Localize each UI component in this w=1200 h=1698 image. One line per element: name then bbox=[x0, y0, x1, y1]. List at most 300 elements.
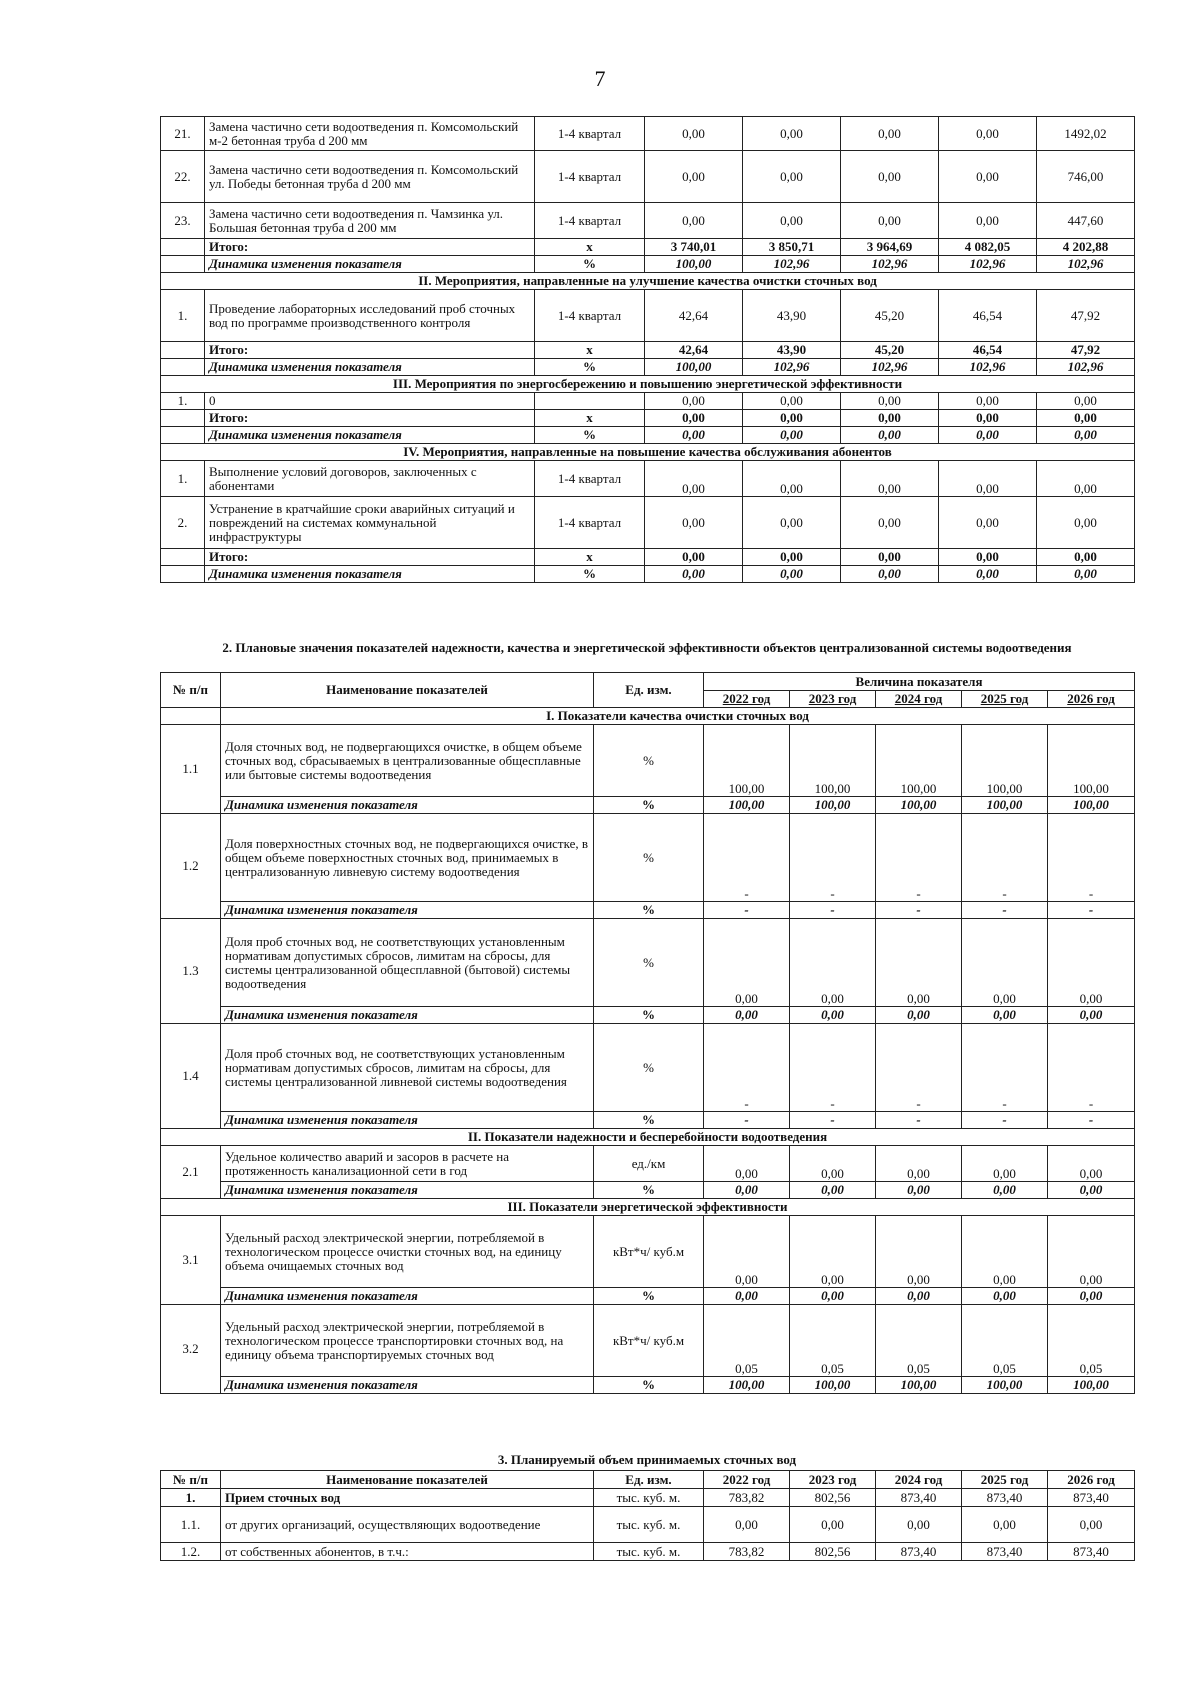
header-name: Наименование показателей bbox=[221, 673, 594, 708]
value-cell: - bbox=[790, 814, 876, 902]
value-cell: 0,00 bbox=[1048, 1146, 1135, 1182]
value-cell: 0,00 bbox=[962, 1146, 1048, 1182]
value-cell: - bbox=[704, 1024, 790, 1112]
dynamics-label: Динамика изменения показателя bbox=[221, 1288, 594, 1305]
row-name: Замена частично сети водоотведения п. Комсомольский м-2 бетонная труба d 200 мм bbox=[205, 117, 535, 151]
total-label: Итого: bbox=[205, 549, 535, 566]
value-cell: 0,00 bbox=[962, 1507, 1048, 1543]
total-unit: х bbox=[535, 549, 645, 566]
row-name: Прием сточных вод bbox=[221, 1489, 594, 1507]
value-cell: 0,00 bbox=[841, 461, 939, 497]
value-cell: 0,00 bbox=[704, 1507, 790, 1543]
header-name: Наименование показателей bbox=[221, 1471, 594, 1489]
dynamics-row bbox=[161, 1377, 1135, 1394]
row-unit: % bbox=[594, 919, 704, 1007]
value-cell: 0,05 bbox=[790, 1305, 876, 1377]
table-row bbox=[161, 725, 1135, 797]
value-cell: 3 964,69 bbox=[841, 239, 939, 256]
row-unit: тыс. куб. м. bbox=[594, 1507, 704, 1543]
row-number: 3.2 bbox=[161, 1305, 221, 1394]
value-cell: 0,00 bbox=[790, 1182, 876, 1199]
value-cell: 0,00 bbox=[1037, 427, 1135, 444]
value-cell: 802,56 bbox=[790, 1489, 876, 1507]
dynamics-unit: % bbox=[594, 797, 704, 814]
value-cell: 0,00 bbox=[939, 497, 1037, 549]
table-row bbox=[161, 1216, 1135, 1288]
dynamics-unit: % bbox=[535, 359, 645, 376]
value-cell: 0,00 bbox=[841, 497, 939, 549]
dynamics-unit: % bbox=[535, 566, 645, 583]
row-name: Доля сточных вод, не подвергающихся очистке, в общем объеме сточных вод, сбрасываемых в централизованные общесплавные или бытовые системы водоотведения bbox=[221, 725, 594, 797]
value-cell: - bbox=[876, 1112, 962, 1129]
section-title: I. Показатели качества очистки сточных вод bbox=[221, 708, 1135, 725]
table-row bbox=[161, 1489, 1135, 1507]
value-cell: 100,00 bbox=[962, 1377, 1048, 1394]
value-cell: 102,96 bbox=[939, 359, 1037, 376]
table-row bbox=[161, 203, 1135, 239]
value-cell: - bbox=[790, 1024, 876, 1112]
value-cell: 0,00 bbox=[841, 427, 939, 444]
value-cell: 0,00 bbox=[1037, 461, 1135, 497]
row-unit: кВт*ч/ куб.м bbox=[594, 1216, 704, 1288]
row-name: Удельный расход электрической энергии, потребляемой в технологическом процессе очистки сточных вод, на единицу объема очищаемых сточных вод bbox=[221, 1216, 594, 1288]
dynamics-row bbox=[161, 1182, 1135, 1199]
value-cell: 45,20 bbox=[841, 290, 939, 342]
value-cell: 0,00 bbox=[645, 461, 743, 497]
value-cell: 0,00 bbox=[790, 1288, 876, 1305]
value-cell: 0,00 bbox=[704, 1288, 790, 1305]
value-cell: 783,82 bbox=[704, 1489, 790, 1507]
value-cell: 0,00 bbox=[790, 1146, 876, 1182]
row-number: 1.3 bbox=[161, 919, 221, 1024]
dynamics-unit: % bbox=[594, 1112, 704, 1129]
header-value: Величина показателя bbox=[704, 673, 1135, 691]
row-number: 1.4 bbox=[161, 1024, 221, 1129]
value-cell: 46,54 bbox=[939, 290, 1037, 342]
value-cell: 102,96 bbox=[939, 256, 1037, 273]
value-cell: 1492,02 bbox=[1037, 117, 1135, 151]
dynamics-label: Динамика изменения показателя bbox=[221, 902, 594, 919]
total-unit: х bbox=[535, 239, 645, 256]
value-cell: 46,54 bbox=[939, 342, 1037, 359]
year-header: 2022 год bbox=[704, 691, 790, 708]
value-cell: 100,00 bbox=[1048, 1377, 1135, 1394]
value-cell: 4 202,88 bbox=[1037, 239, 1135, 256]
total-unit: х bbox=[535, 342, 645, 359]
year-header: 2024 год bbox=[876, 1471, 962, 1489]
value-cell: 100,00 bbox=[876, 1377, 962, 1394]
value-cell: 0,00 bbox=[841, 549, 939, 566]
value-cell: 0,00 bbox=[645, 151, 743, 203]
value-cell: 0,00 bbox=[876, 1007, 962, 1024]
value-cell: 0,00 bbox=[841, 393, 939, 410]
row-number: 23. bbox=[161, 203, 205, 239]
row-number: 1. bbox=[161, 393, 205, 410]
year-header: 2025 год bbox=[962, 691, 1048, 708]
value-cell: 0,00 bbox=[939, 566, 1037, 583]
section-title: IV. Мероприятия, направленные на повышение качества обслуживания абонентов bbox=[161, 444, 1135, 461]
dynamics-unit: % bbox=[594, 1377, 704, 1394]
table-row bbox=[161, 461, 1135, 497]
value-cell: 100,00 bbox=[704, 797, 790, 814]
value-cell: 4 082,05 bbox=[939, 239, 1037, 256]
row-period: 1-4 квартал bbox=[535, 151, 645, 203]
dynamics-row bbox=[161, 566, 1135, 583]
value-cell: 0,00 bbox=[704, 1182, 790, 1199]
row-number: 1. bbox=[161, 290, 205, 342]
header-num: № п/п bbox=[161, 1471, 221, 1489]
section-title: II. Мероприятия, направленные на улучшение качества очистки сточных вод bbox=[161, 273, 1135, 290]
dynamics-unit: % bbox=[594, 1007, 704, 1024]
dynamics-row bbox=[161, 427, 1135, 444]
row-number: 2.1 bbox=[161, 1146, 221, 1199]
value-cell: - bbox=[790, 902, 876, 919]
row-name: от других организаций, осуществляющих водоотведение bbox=[221, 1507, 594, 1543]
row-unit: тыс. куб. м. bbox=[594, 1543, 704, 1561]
value-cell: 0,00 bbox=[1037, 393, 1135, 410]
row-number: 1.1. bbox=[161, 1507, 221, 1543]
table-row bbox=[161, 814, 1135, 902]
section-row bbox=[161, 376, 1135, 393]
row-name: Доля проб сточных вод, не соответствующих установленным нормативам допустимых сбросов, лимитам на сбросы, для системы централизованной общесплавной (бытовой) системы водоотведения bbox=[221, 919, 594, 1007]
value-cell: 0,00 bbox=[645, 410, 743, 427]
section-row bbox=[161, 273, 1135, 290]
section-caption: 3. Планируемый объем принимаемых сточных вод bbox=[497, 1452, 797, 1467]
table-row bbox=[161, 117, 1135, 151]
row-name: 0 bbox=[205, 393, 535, 410]
value-cell: 0,00 bbox=[743, 461, 841, 497]
value-cell: 0,00 bbox=[962, 1182, 1048, 1199]
value-cell: 0,00 bbox=[743, 427, 841, 444]
section-row bbox=[161, 1199, 1135, 1216]
value-cell: - bbox=[876, 814, 962, 902]
value-cell: 0,00 bbox=[876, 1507, 962, 1543]
value-cell: 0,00 bbox=[962, 1288, 1048, 1305]
year-header: 2026 год bbox=[1048, 1471, 1135, 1489]
value-cell: 102,96 bbox=[841, 359, 939, 376]
value-cell: 0,00 bbox=[876, 1182, 962, 1199]
value-cell: 0,00 bbox=[645, 497, 743, 549]
row-name: Выполнение условий договоров, заключенных с абонентами bbox=[205, 461, 535, 497]
total-row bbox=[161, 549, 1135, 566]
dynamics-label: Динамика изменения показателя bbox=[221, 797, 594, 814]
dynamics-row bbox=[161, 902, 1135, 919]
value-cell: 0,00 bbox=[1048, 1507, 1135, 1543]
dynamics-unit: % bbox=[535, 256, 645, 273]
value-cell: 0,00 bbox=[645, 117, 743, 151]
value-cell: 0,00 bbox=[743, 566, 841, 583]
value-cell: 0,00 bbox=[962, 1216, 1048, 1288]
row-number: 22. bbox=[161, 151, 205, 203]
row-name: Замена частично сети водоотведения п. Комсомольский ул. Победы бетонная труба d 200 мм bbox=[205, 151, 535, 203]
value-cell: 0,00 bbox=[790, 1216, 876, 1288]
row-name: Удельное количество аварий и засоров в расчете на протяженность канализационной сети в год bbox=[221, 1146, 594, 1182]
section-title: III. Показатели энергетической эффективности bbox=[161, 1199, 1135, 1216]
row-name: Доля проб сточных вод, не соответствующих установленным нормативам допустимых сбросов, лимитам на сбросы, для системы централизованной ливневой системы водоотведения bbox=[221, 1024, 594, 1112]
year-header: 2023 год bbox=[790, 1471, 876, 1489]
row-number: 1.2 bbox=[161, 814, 221, 919]
value-cell: 0,00 bbox=[645, 393, 743, 410]
value-cell: 0,00 bbox=[939, 410, 1037, 427]
value-cell: 0,00 bbox=[939, 549, 1037, 566]
value-cell: 102,96 bbox=[1037, 256, 1135, 273]
year-header: 2023 год bbox=[790, 691, 876, 708]
value-cell: 873,40 bbox=[962, 1489, 1048, 1507]
dynamics-row bbox=[161, 256, 1135, 273]
value-cell: 47,92 bbox=[1037, 290, 1135, 342]
value-cell: 0,00 bbox=[939, 117, 1037, 151]
row-unit: % bbox=[594, 725, 704, 797]
dynamics-label: Динамика изменения показателя bbox=[205, 359, 535, 376]
table-row bbox=[161, 1305, 1135, 1377]
value-cell: 0,05 bbox=[962, 1305, 1048, 1377]
dynamics-unit: % bbox=[594, 1182, 704, 1199]
dynamics-row bbox=[161, 359, 1135, 376]
dynamics-unit: % bbox=[594, 1288, 704, 1305]
dynamics-row bbox=[161, 1007, 1135, 1024]
value-cell: 873,40 bbox=[876, 1489, 962, 1507]
value-cell: 0,00 bbox=[841, 203, 939, 239]
value-cell: 0,00 bbox=[645, 566, 743, 583]
value-cell: 783,82 bbox=[704, 1543, 790, 1561]
dynamics-row bbox=[161, 797, 1135, 814]
value-cell: 102,96 bbox=[1037, 359, 1135, 376]
value-cell: 447,60 bbox=[1037, 203, 1135, 239]
value-cell: 0,00 bbox=[876, 1288, 962, 1305]
value-cell: 3 740,01 bbox=[645, 239, 743, 256]
value-cell: - bbox=[1048, 814, 1135, 902]
value-cell: 0,00 bbox=[841, 117, 939, 151]
value-cell: - bbox=[1048, 1024, 1135, 1112]
volume-table bbox=[160, 1470, 1135, 1561]
row-name: Удельный расход электрической энергии, потребляемой в технологическом процессе транспортировки сточных вод, на единицу объема транспортируемых сточных вод bbox=[221, 1305, 594, 1377]
value-cell: 100,00 bbox=[1048, 797, 1135, 814]
year-header: 2025 год bbox=[962, 1471, 1048, 1489]
value-cell: 0,00 bbox=[1048, 1007, 1135, 1024]
table-row bbox=[161, 497, 1135, 549]
value-cell: 0,00 bbox=[790, 919, 876, 1007]
value-cell: 102,96 bbox=[841, 256, 939, 273]
value-cell: 0,00 bbox=[790, 1507, 876, 1543]
value-cell: 0,00 bbox=[939, 151, 1037, 203]
row-unit: кВт*ч/ куб.м bbox=[594, 1305, 704, 1377]
value-cell: 100,00 bbox=[704, 725, 790, 797]
value-cell: 873,40 bbox=[876, 1543, 962, 1561]
row-name: Доля поверхностных сточных вод, не подвергающихся очистке, в общем объеме поверхностных сточных вод, принимаемых в централизованную ливневую систему водоотведения bbox=[221, 814, 594, 902]
table-row bbox=[161, 1146, 1135, 1182]
row-number: 2. bbox=[161, 497, 205, 549]
section-row bbox=[161, 444, 1135, 461]
value-cell: 0,00 bbox=[743, 151, 841, 203]
value-cell: 100,00 bbox=[704, 1377, 790, 1394]
measures-table bbox=[160, 116, 1135, 583]
value-cell: 100,00 bbox=[790, 725, 876, 797]
value-cell: 0,00 bbox=[939, 203, 1037, 239]
dynamics-label: Динамика изменения показателя bbox=[221, 1112, 594, 1129]
table-row bbox=[161, 1543, 1135, 1561]
value-cell: 873,40 bbox=[1048, 1543, 1135, 1561]
value-cell: 0,00 bbox=[743, 117, 841, 151]
value-cell: 0,00 bbox=[645, 203, 743, 239]
row-number: 3.1 bbox=[161, 1216, 221, 1305]
value-cell: - bbox=[962, 902, 1048, 919]
dynamics-unit: % bbox=[594, 902, 704, 919]
row-number: 1. bbox=[161, 461, 205, 497]
value-cell: - bbox=[962, 1024, 1048, 1112]
row-number: 1.1 bbox=[161, 725, 221, 814]
table-row bbox=[161, 1507, 1135, 1543]
section-title: III. Мероприятия по энергосбережению и повышению энергетической эффективности bbox=[161, 376, 1135, 393]
value-cell: 43,90 bbox=[743, 290, 841, 342]
row-unit: ед./км bbox=[594, 1146, 704, 1182]
header-row bbox=[161, 1471, 1135, 1489]
dynamics-row bbox=[161, 1112, 1135, 1129]
value-cell: 802,56 bbox=[790, 1543, 876, 1561]
header-row bbox=[161, 673, 1135, 691]
row-number: 1.2. bbox=[161, 1543, 221, 1561]
value-cell: 0,05 bbox=[876, 1305, 962, 1377]
row-period: 1-4 квартал bbox=[535, 461, 645, 497]
value-cell: 0,00 bbox=[743, 393, 841, 410]
value-cell: 100,00 bbox=[1048, 725, 1135, 797]
dynamics-label: Динамика изменения показателя bbox=[221, 1182, 594, 1199]
value-cell: 0,00 bbox=[876, 1216, 962, 1288]
value-cell: 0,00 bbox=[704, 1146, 790, 1182]
table-row bbox=[161, 1024, 1135, 1112]
value-cell: 0,00 bbox=[962, 919, 1048, 1007]
value-cell: 0,00 bbox=[939, 393, 1037, 410]
value-cell: - bbox=[1048, 1112, 1135, 1129]
total-label: Итого: bbox=[205, 342, 535, 359]
table-row bbox=[161, 151, 1135, 203]
value-cell: 0,00 bbox=[1048, 1216, 1135, 1288]
value-cell: 47,92 bbox=[1037, 342, 1135, 359]
total-label: Итого: bbox=[205, 410, 535, 427]
value-cell: 0,00 bbox=[1037, 549, 1135, 566]
total-row bbox=[161, 410, 1135, 427]
value-cell: - bbox=[962, 814, 1048, 902]
value-cell: 100,00 bbox=[876, 797, 962, 814]
value-cell: - bbox=[704, 814, 790, 902]
value-cell: 42,64 bbox=[645, 342, 743, 359]
value-cell: 100,00 bbox=[790, 1377, 876, 1394]
year-header: 2024 год bbox=[876, 691, 962, 708]
row-unit: тыс. куб. м. bbox=[594, 1489, 704, 1507]
value-cell: 0,00 bbox=[645, 427, 743, 444]
row-number: 1. bbox=[161, 1489, 221, 1507]
value-cell: 0,00 bbox=[645, 549, 743, 566]
indicators-table bbox=[160, 672, 1135, 1394]
total-row bbox=[161, 342, 1135, 359]
value-cell: 0,00 bbox=[790, 1007, 876, 1024]
dynamics-label: Динамика изменения показателя bbox=[221, 1377, 594, 1394]
value-cell: 0,00 bbox=[876, 919, 962, 1007]
value-cell: 100,00 bbox=[645, 359, 743, 376]
value-cell: 873,40 bbox=[1048, 1489, 1135, 1507]
value-cell: 102,96 bbox=[743, 256, 841, 273]
dynamics-label: Динамика изменения показателя bbox=[205, 566, 535, 583]
value-cell: 42,64 bbox=[645, 290, 743, 342]
section-row bbox=[161, 1129, 1135, 1146]
section-caption: 2. Плановые значения показателей надежности, качества и энергетической эффективности объектов централизованной системы водоотведения bbox=[222, 640, 1072, 655]
year-header: 2026 год bbox=[1048, 691, 1135, 708]
total-row bbox=[161, 239, 1135, 256]
dynamics-label: Динамика изменения показателя bbox=[221, 1007, 594, 1024]
value-cell: 100,00 bbox=[962, 725, 1048, 797]
page-number: 7 bbox=[594, 66, 606, 91]
header-num: № п/п bbox=[161, 673, 221, 708]
total-label: Итого: bbox=[205, 239, 535, 256]
value-cell: 0,00 bbox=[743, 497, 841, 549]
value-cell: 100,00 bbox=[790, 797, 876, 814]
row-unit: % bbox=[594, 1024, 704, 1112]
value-cell: 0,00 bbox=[1037, 410, 1135, 427]
value-cell: 746,00 bbox=[1037, 151, 1135, 203]
value-cell: - bbox=[1048, 902, 1135, 919]
value-cell: 0,05 bbox=[704, 1305, 790, 1377]
table-row bbox=[161, 393, 1135, 410]
value-cell: 102,96 bbox=[743, 359, 841, 376]
value-cell: - bbox=[790, 1112, 876, 1129]
row-name: Проведение лабораторных исследований проб сточных вод по программе производственного контроля bbox=[205, 290, 535, 342]
row-number: 21. bbox=[161, 117, 205, 151]
value-cell: 0,00 bbox=[841, 566, 939, 583]
value-cell: - bbox=[704, 1112, 790, 1129]
value-cell: 100,00 bbox=[876, 725, 962, 797]
row-period bbox=[535, 393, 645, 410]
value-cell: 0,00 bbox=[743, 410, 841, 427]
value-cell: 0,00 bbox=[1037, 497, 1135, 549]
value-cell: 100,00 bbox=[645, 256, 743, 273]
row-name: Замена частично сети водоотведения п. Чамзинка ул. Большая бетонная труба d 200 мм bbox=[205, 203, 535, 239]
header-unit: Ед. изм. bbox=[594, 673, 704, 708]
row-unit: % bbox=[594, 814, 704, 902]
value-cell: - bbox=[704, 902, 790, 919]
year-header: 2022 год bbox=[704, 1471, 790, 1489]
value-cell: 0,00 bbox=[704, 1007, 790, 1024]
value-cell: - bbox=[876, 902, 962, 919]
value-cell: 43,90 bbox=[743, 342, 841, 359]
row-period: 1-4 квартал bbox=[535, 203, 645, 239]
header-unit: Ед. изм. bbox=[594, 1471, 704, 1489]
value-cell: 0,00 bbox=[841, 151, 939, 203]
value-cell: 0,00 bbox=[962, 1007, 1048, 1024]
row-name: Устранение в кратчайшие сроки аварийных ситуаций и повреждений на системах коммунальной инфраструктуры bbox=[205, 497, 535, 549]
row-period: 1-4 квартал bbox=[535, 117, 645, 151]
dynamics-label: Динамика изменения показателя bbox=[205, 427, 535, 444]
value-cell: - bbox=[962, 1112, 1048, 1129]
dynamics-unit: % bbox=[535, 427, 645, 444]
table-row bbox=[161, 919, 1135, 1007]
value-cell: 0,00 bbox=[1048, 1182, 1135, 1199]
value-cell: 0,00 bbox=[704, 1216, 790, 1288]
value-cell: 0,00 bbox=[1048, 1288, 1135, 1305]
row-period: 1-4 квартал bbox=[535, 497, 645, 549]
value-cell: 0,00 bbox=[939, 461, 1037, 497]
value-cell: 0,00 bbox=[704, 919, 790, 1007]
row-name: от собственных абонентов, в т.ч.: bbox=[221, 1543, 594, 1561]
value-cell: 45,20 bbox=[841, 342, 939, 359]
value-cell: 0,00 bbox=[876, 1146, 962, 1182]
value-cell: 0,00 bbox=[1048, 919, 1135, 1007]
total-unit: х bbox=[535, 410, 645, 427]
dynamics-row bbox=[161, 1288, 1135, 1305]
value-cell: 3 850,71 bbox=[743, 239, 841, 256]
value-cell: 873,40 bbox=[962, 1543, 1048, 1561]
value-cell: 0,00 bbox=[1037, 566, 1135, 583]
value-cell: 0,00 bbox=[841, 410, 939, 427]
row-period: 1-4 квартал bbox=[535, 290, 645, 342]
